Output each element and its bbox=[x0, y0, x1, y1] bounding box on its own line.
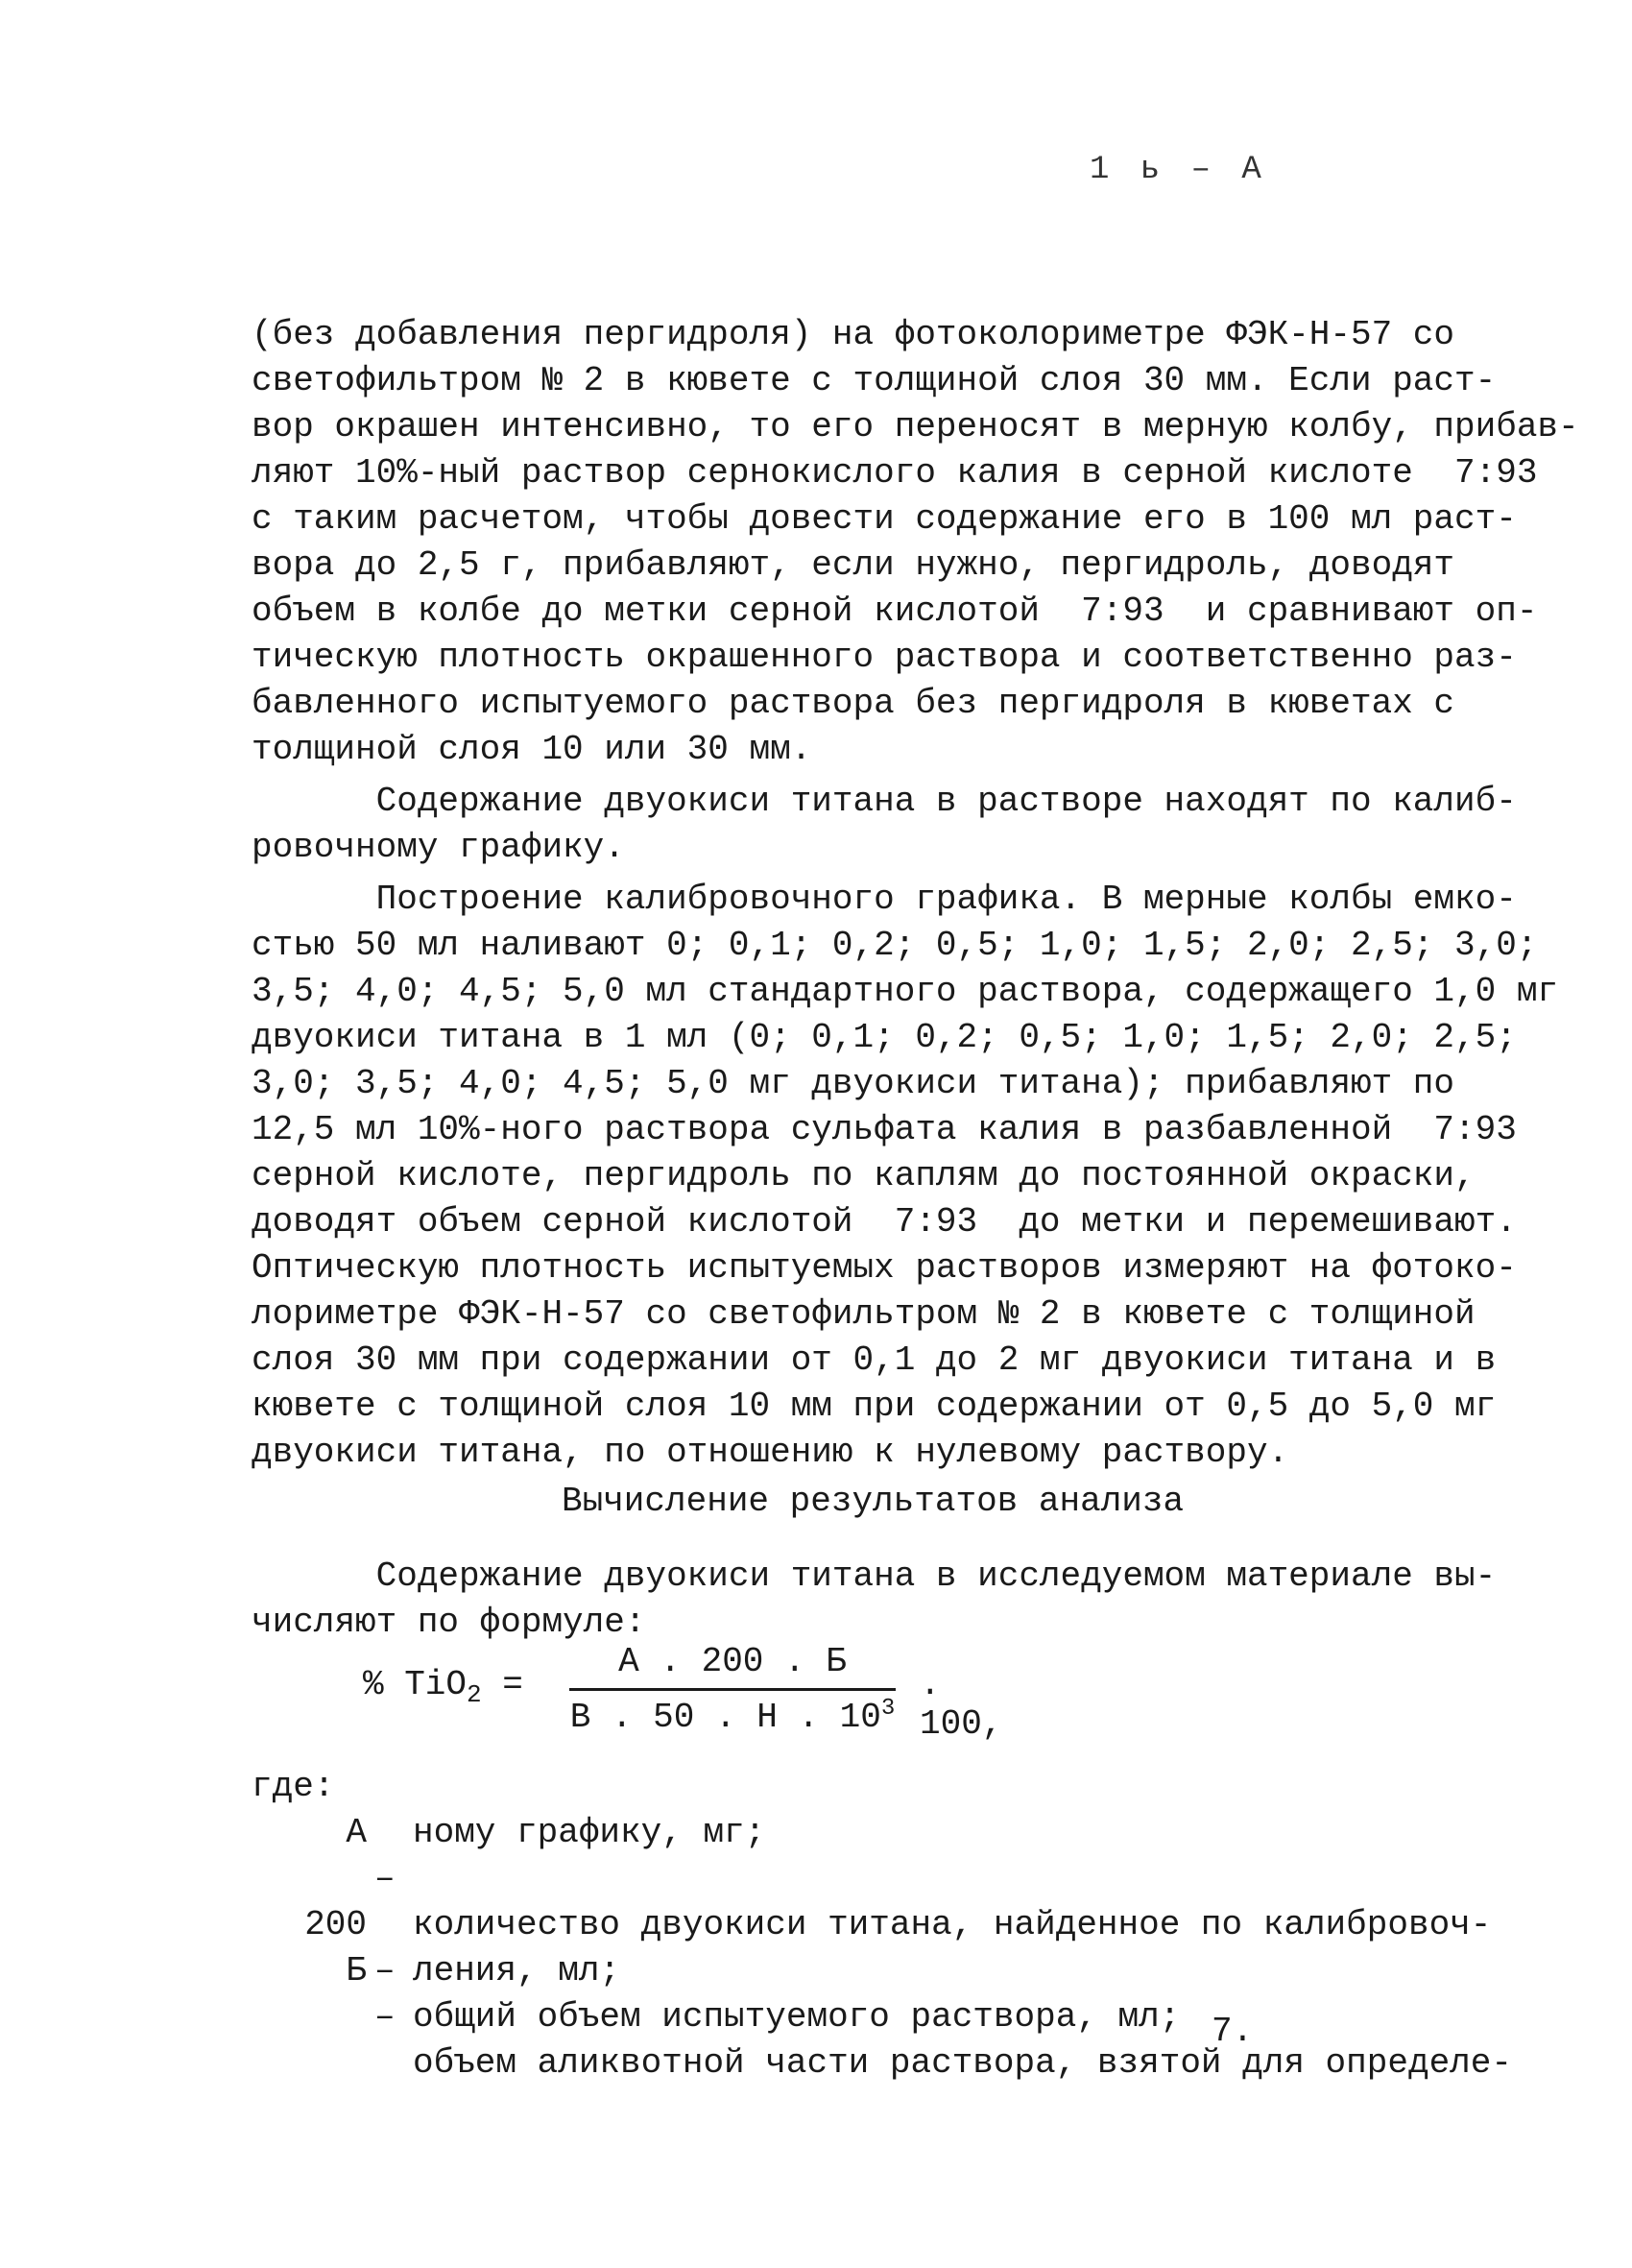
text-line: Содержание двуокиси титана в исследуемом материале вы- bbox=[252, 1556, 1497, 1596]
definition-item bbox=[0, 1902, 1632, 2133]
text-line: двуокиси титана в 1 мл (0; 0,1; 0,2; 0,5; 1,0; 1,5; 2,0; 2,5; bbox=[252, 1018, 1517, 1057]
definition-text: объем аликвотной части раствора, взятой для определе- bbox=[413, 2043, 1512, 2083]
text-line: слоя 30 мм при содержании от 0,1 до 2 мг двуокиси титана и в bbox=[252, 1340, 1497, 1380]
text-line: серной кислоте, пергидроль по каплям до постоянной окраски, bbox=[252, 1156, 1476, 1195]
formula-denominator-exponent: 3 bbox=[880, 1696, 896, 1722]
formula-fraction-bar bbox=[569, 1688, 896, 1691]
formula-tail: . 100, bbox=[920, 1665, 1003, 1744]
text-line: светофильтром № 2 в кювете с толщиной слоя 30 мм. Если раст- bbox=[252, 361, 1497, 400]
text-line: с таким расчетом, чтобы довести содержание его в 100 мл раст- bbox=[252, 499, 1517, 539]
text-line: ляют 10%-ный раствор сернокислого калия в серной кислоте 7:93 bbox=[252, 453, 1538, 493]
definition-continuation: ному графику, мг; bbox=[413, 1813, 766, 1852]
text-line: ровочному графику. bbox=[252, 828, 625, 867]
definition-dash: – bbox=[374, 1951, 396, 1991]
formula-numerator: А . 200 . Б bbox=[618, 1642, 847, 1681]
text-line: толщиной слоя 10 или 30 мм. bbox=[252, 730, 812, 769]
definition-text: общий объем испытуемого раствора, мл; bbox=[413, 1997, 1181, 2037]
text-line: объем в колбе до метки серной кислотой 7:93 и сравнивают оп- bbox=[252, 591, 1538, 631]
text-line: вор окрашен интенсивно, то его переносят в мерную колбу, прибав- bbox=[252, 407, 1579, 446]
definition-symbol: 200 bbox=[304, 1905, 367, 1944]
text-line: 3,5; 4,0; 4,5; 5,0 мл стандартного раствора, содержащего 1,0 мг bbox=[252, 972, 1559, 1011]
formula bbox=[363, 1642, 1035, 1748]
formula-lhs-subscript: 2 bbox=[467, 1680, 482, 1710]
formula-denominator bbox=[564, 1696, 900, 1737]
definition-dash: – bbox=[374, 1997, 396, 2037]
text-line: Оптическую плотность испытуемых растворов измеряют на фотоко- bbox=[252, 1248, 1517, 1288]
definition-dash: – bbox=[374, 1859, 396, 1898]
text-line: 12,5 мл 10%-ного раствора сульфата калия в разбавленной 7:93 bbox=[252, 1110, 1517, 1149]
text-line: лориметре ФЭК-Н-57 со светофильтром № 2 в кювете с толщиной bbox=[252, 1294, 1476, 1334]
text-line: доводят объем серной кислотой 7:93 до метки и перемешивают. bbox=[252, 1202, 1517, 1242]
section-heading: Вычисление результатов анализа bbox=[562, 1482, 1185, 1521]
text-line: Построение калибровочного графика. В мерные колбы емко- bbox=[252, 880, 1517, 919]
definitions-intro: где: bbox=[252, 1767, 335, 1806]
definition-symbol: А bbox=[346, 1813, 367, 1852]
text-line: бавленного испытуемого раствора без пергидроля в кюветах с bbox=[252, 684, 1455, 723]
text-line: тическую плотность окрашенного раствора и соответственно раз- bbox=[252, 638, 1517, 677]
text-line: Содержание двуокиси титана в растворе находят по калиб- bbox=[252, 782, 1517, 821]
formula-lhs-text: % TiO bbox=[363, 1665, 468, 1704]
definition-text: количество двуокиси титана, найденное по калибровоч- bbox=[413, 1905, 1492, 1944]
formula-equals: = bbox=[502, 1665, 523, 1704]
formula-denominator-text: В . 50 . Н . 10 bbox=[569, 1698, 881, 1737]
text-line: (без добавления пергидроля) на фотоколориметре ФЭК-Н-57 со bbox=[252, 315, 1455, 354]
definition-continuation: ления, мл; bbox=[413, 1951, 621, 1991]
text-line: 3,0; 3,5; 4,0; 4,5; 5,0 мг двуокиси титана); прибавляют по bbox=[252, 1064, 1455, 1103]
formula-lhs bbox=[363, 1665, 523, 1709]
page-header-marker: 1 ь – А bbox=[1090, 152, 1267, 188]
text-line: двуокиси титана, по отношению к нулевому раствору. bbox=[252, 1433, 1289, 1472]
text-line: вора до 2,5 г, прибавляют, если нужно, пергидроль, доводят bbox=[252, 545, 1455, 585]
definition-symbol: Б bbox=[346, 1951, 367, 1991]
text-line: кювете с толщиной слоя 10 мм при содержании от 0,5 до 5,0 мг bbox=[252, 1387, 1497, 1426]
text-line: стью 50 мл наливают 0; 0,1; 0,2; 0,5; 1,0; 1,5; 2,0; 2,5; 3,0; bbox=[252, 926, 1538, 965]
page-number: 7. bbox=[1212, 2012, 1254, 2051]
text-line: числяют по формуле: bbox=[252, 1603, 646, 1642]
